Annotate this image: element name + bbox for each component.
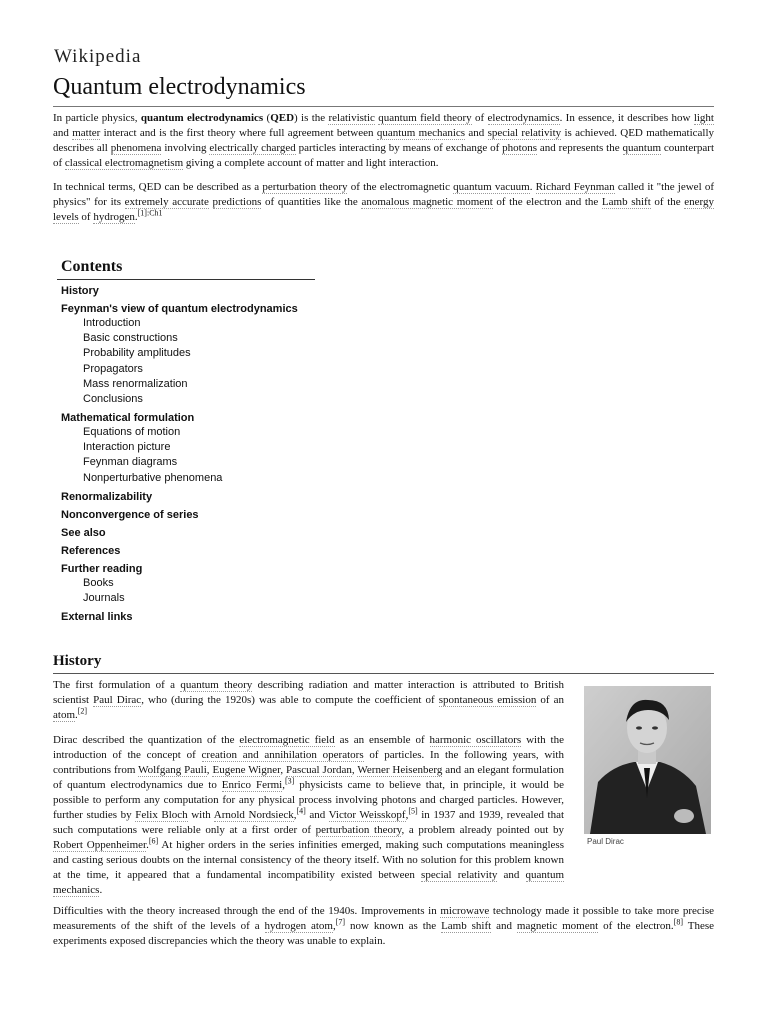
citation-link[interactable]: [2]	[77, 706, 88, 716]
inline-link[interactable]: perturbation theory	[262, 181, 348, 193]
inline-link[interactable]: extremely accurate	[124, 196, 209, 208]
text-run: of quantities like the	[261, 196, 362, 208]
text-run: physicists came to believe that, in principle, it would be possible to perform any computation for any physical process involving photons and charged particles. However, further studies by	[53, 779, 564, 821]
inline-link[interactable]: Eugene Wigner	[212, 764, 281, 776]
section-heading-history: History	[53, 653, 102, 669]
inline-link[interactable]: spontaneous emission	[438, 694, 537, 706]
inline-link[interactable]: phenomena	[110, 142, 162, 154]
text-run: as an ensemble of	[334, 734, 430, 746]
text-run	[209, 196, 213, 208]
text-run: .	[99, 884, 103, 896]
inline-link[interactable]: anomalous magnetic moment	[361, 196, 493, 208]
inline-link[interactable]: Pascual Jordan	[286, 764, 352, 776]
text-run: . In essence, it describes how	[559, 112, 694, 124]
text-run: and	[491, 920, 517, 932]
toc-item[interactable]: Journals	[83, 591, 125, 604]
text-run: and	[465, 127, 488, 139]
toc-title: Contents	[61, 258, 123, 275]
inline-link[interactable]: special relativity	[487, 127, 562, 139]
toc-item[interactable]: Feynman's view of quantum electrodynamics	[61, 303, 298, 315]
toc-item[interactable]: Feynman diagrams	[83, 456, 178, 469]
text-run: ,	[282, 779, 285, 791]
inline-link[interactable]: creation and annihilation operators	[201, 749, 364, 761]
inline-link[interactable]: perturbation theory	[315, 824, 402, 836]
text-run: now known as the	[345, 920, 442, 932]
toc-divider	[57, 279, 315, 280]
inline-link[interactable]: energy levels	[53, 196, 715, 223]
text-run: giving a complete account of matter and light interaction.	[183, 157, 439, 169]
inline-link[interactable]: quantum mechanics	[53, 869, 565, 896]
text-run: and	[305, 809, 329, 821]
citation-link[interactable]: [4]	[296, 806, 306, 816]
text-run: and an elegant formulation of quantum electrodynamics due to	[53, 764, 565, 791]
intro-paragraph-1	[53, 111, 714, 171]
text-run: interact and is the first theory where full agreement between	[100, 127, 377, 139]
text-run: technology made it possible to take more precise measurements of the shift of the levels of a	[53, 905, 714, 932]
text-run: Dirac described the quantization of the	[53, 734, 240, 746]
toc-item[interactable]: Renormalizability	[61, 490, 153, 503]
toc-item[interactable]: Conclusions	[83, 393, 143, 405]
text-run: ,	[332, 920, 336, 932]
inline-link[interactable]: Enrico Fermi	[221, 779, 283, 791]
toc-item[interactable]: Books	[83, 576, 114, 589]
text-run: of the electron and the	[492, 196, 602, 208]
inline-link[interactable]: quantum theory	[180, 679, 253, 691]
bold-term: QED	[270, 112, 295, 124]
text-run: of	[471, 112, 488, 124]
toc-item[interactable]: Nonconvergence of series	[61, 508, 199, 521]
text-run: with	[187, 809, 214, 821]
text-run: ) is the	[294, 112, 329, 124]
history-paragraph-3	[53, 904, 714, 949]
toc-item[interactable]: Interaction picture	[83, 441, 171, 454]
inline-link[interactable]: Paul Dirac	[93, 694, 142, 706]
text-run: ,	[405, 809, 409, 821]
inline-link[interactable]: Felix Bloch	[135, 809, 188, 821]
inline-link[interactable]: hydrogen atom	[264, 920, 333, 932]
inline-link[interactable]: microwave	[440, 905, 490, 917]
text-run: At higher orders in the series infinities emerged, making such computations meaningless and casting serious doubts on the internal consistency of the theory itself. With no solution for this problem known at the time, it appeared that a fundamental incompatibility existed between	[53, 839, 564, 881]
text-run: called it "the jewel of physics" for its	[53, 181, 714, 208]
text-run: of	[78, 211, 94, 223]
text-run: and	[53, 127, 73, 139]
text-run: .	[529, 181, 536, 193]
text-run: .	[134, 211, 138, 223]
inline-link[interactable]: quantum field theory	[378, 112, 472, 124]
intro-paragraph-2	[53, 180, 714, 225]
text-run: .	[146, 839, 149, 851]
inline-link[interactable]: Lamb shift	[441, 920, 492, 932]
toc-item[interactable]: Propagators	[83, 362, 143, 375]
toc-item[interactable]: Introduction	[83, 317, 141, 329]
toc-item[interactable]: Probability amplitudes	[83, 347, 191, 360]
text-run: of the electron.	[598, 920, 674, 932]
text-run: and	[497, 869, 526, 881]
paul-dirac-photo[interactable]	[584, 686, 711, 834]
history-paragraph-2	[53, 733, 564, 898]
history-paragraph-1	[53, 678, 564, 723]
citation-link[interactable]: [1]:Ch1	[137, 208, 163, 218]
text-run: of the electromagnetic	[347, 181, 454, 193]
portrait-image	[584, 686, 711, 834]
text-run: .	[75, 709, 78, 721]
inline-link[interactable]: quantum mechanics	[376, 127, 466, 139]
inline-link[interactable]: Arnold Nordsieck	[213, 809, 294, 821]
text-run: ,	[351, 764, 358, 776]
text-run: of particles. In the following years, with contributions from	[53, 749, 564, 776]
text-run: of an	[536, 694, 565, 706]
inline-link[interactable]: Richard Feynman	[535, 181, 615, 193]
inline-link[interactable]: electrodynamics	[487, 112, 560, 124]
text-run: (	[263, 112, 271, 124]
text-run: In particle physics,	[53, 112, 141, 124]
inline-link[interactable]: Wolfgang Pauli	[138, 764, 207, 776]
inline-link[interactable]: photons	[502, 142, 538, 154]
toc-item[interactable]: Equations of motion	[83, 426, 181, 438]
wikipedia-wordmark[interactable]: Wikipedia	[54, 46, 142, 67]
inline-link[interactable]: magnetic moment	[516, 920, 599, 932]
toc-item[interactable]: Basic constructions	[83, 332, 178, 345]
page-title: Quantum electrodynamics	[53, 74, 306, 100]
section-divider	[53, 673, 714, 674]
text-run: These experiments exposed discrepancies which the theory was unable to explain.	[53, 920, 714, 947]
citation-link[interactable]: [7]	[335, 917, 346, 927]
inline-link[interactable]: Lamb shift	[601, 196, 651, 208]
toc-item[interactable]: Further reading	[61, 562, 143, 575]
toc-item[interactable]: Mathematical formulation	[61, 412, 195, 424]
citation-link[interactable]: [8]	[673, 917, 684, 927]
text-run: In technical terms, QED can be described as a	[53, 181, 263, 193]
inline-link[interactable]: light	[693, 112, 714, 124]
text-run: ,	[206, 764, 213, 776]
text-run: involving	[161, 142, 210, 154]
toc-item[interactable]: See also	[61, 526, 106, 539]
citation-link[interactable]: [6]	[148, 836, 159, 846]
figure-caption: Paul Dirac	[587, 837, 624, 846]
inline-link[interactable]: classical electromagnetism	[64, 157, 184, 169]
inline-link[interactable]: Victor Weisskopf	[328, 809, 406, 821]
inline-link[interactable]: matter	[72, 127, 101, 139]
toc-item[interactable]: External links	[61, 610, 133, 623]
text-run: is achieved. QED mathematically describes all	[53, 127, 714, 154]
text-run: and represents the	[537, 142, 623, 154]
inline-link[interactable]: relativistic	[328, 112, 375, 124]
text-run: The first formulation of a	[53, 679, 181, 691]
text-run: ,	[293, 809, 297, 821]
inline-link[interactable]: quantum vacuum	[453, 181, 530, 193]
citation-link[interactable]: [5]	[408, 806, 418, 816]
text-run: counterpart of	[53, 142, 714, 169]
inline-link[interactable]: atom	[53, 709, 75, 721]
bold-term: quantum electrodynamics	[140, 112, 264, 124]
inline-link[interactable]: electromagnetic field	[239, 734, 335, 746]
text-run: , who (during the 1920s) was able to compute the coefficient of	[141, 694, 439, 706]
text-run: in 1937 and 1939, revealed that such computations were reliable only at a first order of	[53, 809, 565, 836]
inline-link[interactable]: quantum	[622, 142, 662, 154]
inline-link[interactable]: harmonic oscillators	[429, 734, 522, 746]
inline-link[interactable]: predictions	[212, 196, 262, 208]
text-run: describing radiation and matter interaction is attributed to British scientist	[53, 679, 564, 706]
inline-link[interactable]: Werner Heisenberg	[357, 764, 443, 776]
toc-item[interactable]: Nonperturbative phenomena	[83, 471, 223, 484]
text-run: ,	[280, 764, 287, 776]
inline-link[interactable]: hydrogen	[93, 211, 135, 223]
title-divider	[53, 106, 714, 107]
inline-link[interactable]: Robert Oppenheimer	[53, 839, 147, 851]
inline-link[interactable]: special relativity	[421, 869, 498, 881]
inline-link[interactable]: electrically charged	[209, 142, 296, 154]
toc-item[interactable]: References	[61, 544, 121, 557]
citation-link[interactable]: [3]	[285, 776, 295, 786]
text-run: Difficulties with the theory increased through the end of the 1940s. Improvements in	[53, 905, 441, 917]
text-run: of the	[650, 196, 685, 208]
text-run: with the introduction of the concept of	[53, 734, 564, 761]
toc-item[interactable]: History	[61, 285, 99, 297]
toc-item[interactable]: Mass renormalization	[83, 377, 188, 390]
text-run: particles interacting by means of exchange of	[295, 142, 503, 154]
text-run: , a problem already pointed out by	[401, 824, 564, 836]
